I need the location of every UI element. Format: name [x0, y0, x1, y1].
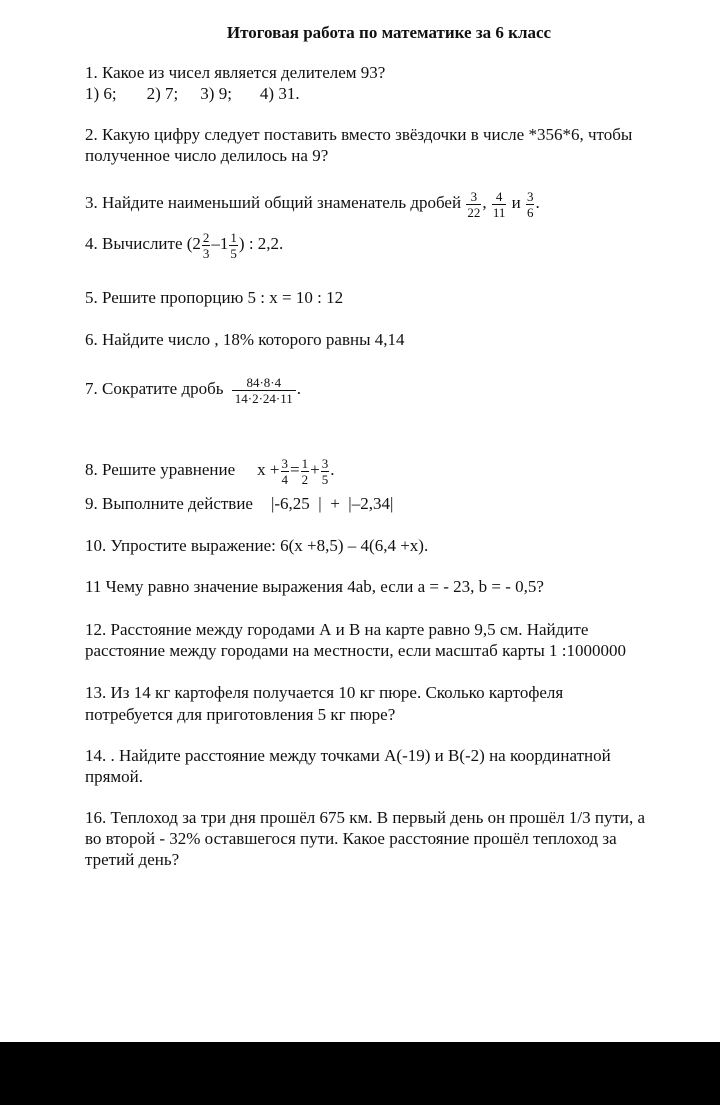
q4-minus-one: –1 — [211, 234, 229, 253]
bottom-black-bar — [0, 1042, 720, 1105]
fraction-2-3 — [202, 230, 211, 261]
q4-fraction-1-denominator: 3 — [202, 245, 210, 261]
page-title: Итоговая работа по математике за 6 класс — [226, 23, 552, 42]
q1-option-1: 1) 6; — [85, 84, 117, 103]
question-14-line-1: 14. . Найдите расстояние между точками А(-19) и В(-2) на координатной — [85, 746, 611, 765]
q3-fraction-2-numerator: 4 — [492, 189, 507, 205]
q4-fraction-1-numerator: 2 — [202, 229, 210, 245]
question-13-line-2: потребуется для приготовления 5 кг пюре? — [85, 705, 396, 724]
question-16-line-2: во второй - 32% оставшегося пути. Какое расстояние прошёл теплоход за — [85, 829, 617, 848]
q3-and: и — [511, 193, 521, 212]
question-4-text: 4. Вычислите (2 — [85, 234, 201, 253]
question-1-options — [85, 83, 300, 104]
q7-numerator: 84·8·4 — [232, 375, 296, 391]
question-5: 5. Решите пропорцию 5 : x = 10 : 12 — [85, 288, 344, 307]
fraction-3-22 — [466, 189, 481, 220]
q7-dot: . — [296, 379, 302, 398]
q1-option-2: 2) 7; — [146, 84, 179, 103]
question-2-line-1: 2. Какую цифру следует поставить вместо звёздочки в числе *356*6, чтобы — [85, 125, 633, 144]
fraction-4-11 — [492, 189, 507, 220]
q8-fraction-3-denominator: 5 — [321, 471, 329, 487]
question-4 — [85, 225, 283, 263]
q4-fraction-2-numerator: 1 — [230, 229, 237, 245]
q8-fraction-2-numerator: 1 — [301, 455, 309, 471]
question-6: 6. Найдите число , 18% которого равны 4,14 — [85, 330, 405, 349]
q3-fraction-1-numerator: 3 — [466, 189, 481, 205]
q4-fraction-2-denominator: 5 — [230, 245, 237, 261]
fraction-1-5 — [229, 230, 238, 261]
q8-fraction-1-denominator: 4 — [281, 471, 288, 487]
fraction-1-2 — [301, 456, 310, 487]
q9-expression: |-6,25 | + |–2,34| — [270, 494, 394, 513]
q8-plus: + — [310, 460, 320, 479]
question-7 — [85, 369, 301, 409]
question-14-line-2: прямой. — [85, 767, 144, 786]
question-8-text: 8. Решите уравнение — [85, 460, 236, 479]
q8-dot: . — [330, 460, 335, 479]
q1-option-3: 3) 9; — [200, 84, 232, 103]
question-3 — [85, 184, 540, 222]
question-13-line-1: 13. Из 14 кг картофеля получается 10 кг пюре. Сколько картофеля — [85, 683, 564, 702]
question-16-line-3: третий день? — [85, 850, 180, 869]
question-16-line-1: 16. Теплоход за три дня прошёл 675 км. В первый день он прошёл 1/3 пути, а — [85, 808, 646, 827]
q8-fraction-3-numerator: 3 — [321, 455, 329, 471]
question-12-line-1: 12. Расстояние между городами А и В на карте равно 9,5 см. Найдите — [85, 620, 589, 639]
q8-x-plus: x + — [257, 460, 280, 479]
question-1-text: 1. Какое из чисел является делителем 93? — [85, 63, 386, 82]
question-3-text: 3. Найдите наименьший общий знаменатель дробей — [85, 193, 462, 212]
q3-dot: . — [535, 193, 540, 212]
question-8 — [85, 451, 334, 489]
question-2-line-2: полученное число делилось на 9? — [85, 146, 329, 165]
q3-fraction-3-denominator: 6 — [526, 204, 534, 220]
q8-fraction-2-denominator: 2 — [301, 471, 309, 487]
q7-denominator: 14·2·24·11 — [234, 390, 293, 406]
q3-fraction-1-denominator: 22 — [467, 204, 481, 220]
question-7-text: 7. Сократите дробь — [85, 379, 224, 398]
question-9-text: 9. Выполните действие — [85, 494, 253, 513]
fraction-3-4 — [281, 456, 290, 487]
question-12-line-2: расстояние между городами на местности, если масштаб карты 1 :1000000 — [85, 641, 626, 660]
fraction-3-6 — [526, 189, 535, 220]
q3-fraction-2-denominator: 11 — [492, 204, 506, 220]
fraction-q7 — [232, 375, 296, 406]
q3-fraction-3-numerator: 3 — [526, 188, 534, 204]
question-10: 10. Упростите выражение: 6(x +8,5) – 4(6,4 +x). — [85, 536, 429, 555]
fraction-3-5 — [321, 456, 330, 487]
q3-comma: , — [482, 193, 487, 212]
q1-option-4: 4) 31. — [259, 84, 300, 103]
q8-fraction-1-numerator: 3 — [281, 455, 288, 471]
question-11: 11 Чему равно значение выражения 4ab, если a = - 23, b = - 0,5? — [85, 577, 544, 596]
question-9 — [85, 493, 393, 514]
q8-equals: = — [290, 460, 300, 479]
q4-tail: ) : 2,2. — [238, 234, 284, 253]
